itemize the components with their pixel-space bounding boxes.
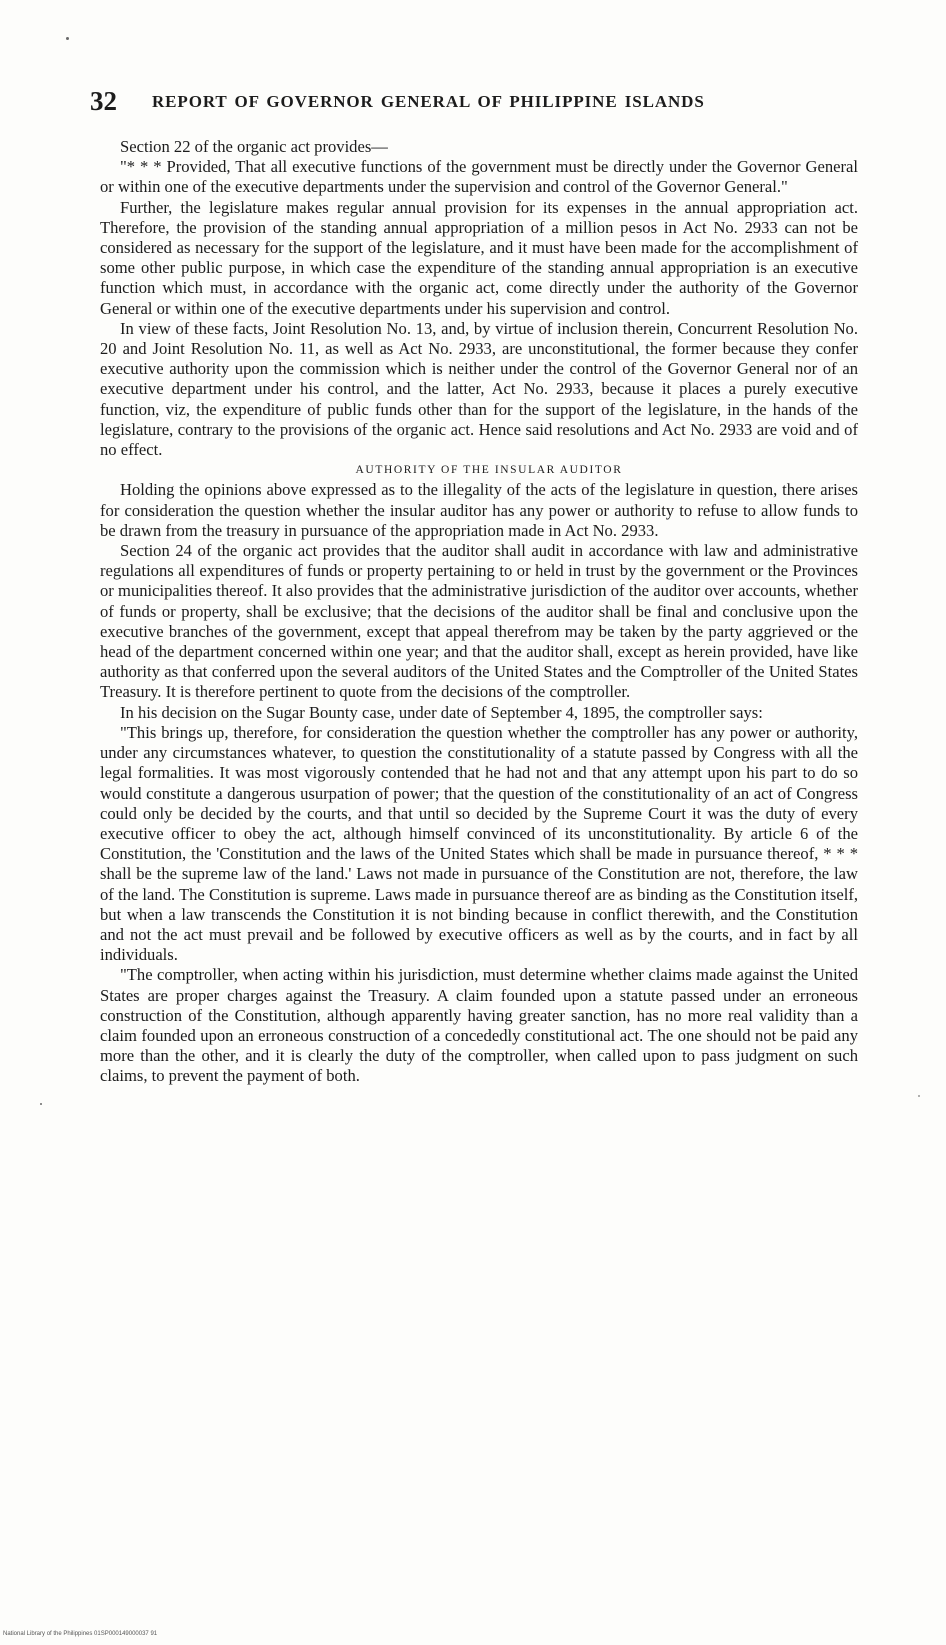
paragraph: Section 22 of the organic act provides— [120, 137, 388, 156]
running-head: REPORT OF GOVERNOR GENERAL OF PHILIPPINE ISLANDS [152, 92, 705, 111]
paragraph: In view of these facts, Joint Resolution No. 13, and, by virtue of inclusion therein, Concurrent Resolution No. 20 and Joint Resolution No. 11, as well as Act No. 2933, are unconstitutional, the former because they confer executive authority upon the commission which is neither under the control of the Governor General nor of an executive department under his control, and the latter, Act No. 2933, because it places a purely executive function, viz, the expenditure of public funds other than for the support of the legislature, in the hands of the legislature, contrary to the provisions of the organic act. Hence said resolutions and Act No. 2933 are void and of no effect. [100, 318, 858, 460]
paragraph: Holding the opinions above expressed as to the illegality of the acts of the legislature in question, there arises for consideration the question whether the insular auditor has any power or authority to refuse to allow funds to be drawn from the treasury in pursuance of the appropriation made in Act No. 2933. [100, 480, 858, 540]
quote-paragraph: "The comptroller, when acting within his jurisdiction, must determine whether claims made against the United States are proper charges against the Treasury. A claim founded upon a statute passed under an erroneous construction of the Constitution, although apparently having greater sanction, has no more real validity than a claim founded upon an erroneous construction of a concededly constitutional act. The one should not be paid any more than the other, and it is clearly the duty of the comptroller, when called upon to pass judgment on such claims, to prevent the payment of both. [100, 965, 858, 1086]
scan-credit: National Library of the Philippines 01SP000149000037 91 [3, 1631, 158, 1637]
paragraph: In his decision on the Sugar Bounty case, under date of September 4, 1895, the comptroller says: [120, 702, 763, 722]
scan-speck [40, 1103, 42, 1105]
paragraph: Further, the legislature makes regular annual provision for its expenses in the annual appropriation act. Therefore, the provision of the standing annual appropriation of a million pesos in Act No. 2933 can not be considered as necessary for the support of the legislature, and it must have been made for the accomplishment of some other public purpose, in which case the expenditure of the standing annual appropriation is an executive function which must, in accordance with the organic act, come directly under the authority of the Governor General or within one of the executive departments under his supervision and control. [100, 197, 858, 318]
page-header [90, 86, 860, 116]
scan-speck [66, 37, 69, 40]
paragraph: Section 24 of the organic act provides that the auditor shall audit in accordance with law and administrative regulations all expenditures of funds or property pertaining to or held in trust by the government or the Provinces or municipalities thereof. It also provides that the administrative jurisdiction of the auditor over accounts, whether of funds or property, shall be exclusive; that the decisions of the auditor shall be final and conclusive upon the executive branches of the government, except that appeal therefrom may be taken by the party aggrieved or the head of the department concerned within one year; and that the auditor shall, except as herein provided, have like authority as that conferred upon the several auditors of the United States and the Comptroller of the United States Treasury. It is therefore pertinent to quote from the decisions of the comptroller. [100, 541, 858, 702]
section-heading: AUTHORITY OF THE INSULAR AUDITOR [355, 464, 623, 477]
quote-paragraph: "* * * Provided, That all executive functions of the government must be directly under the Governor General or within one of the executive departments under the supervision and control of the Governor General." [100, 157, 858, 197]
body-text [100, 137, 858, 1087]
quote-paragraph: "This brings up, therefore, for consideration the question whether the comptroller has any power or authority, under any circumstances whatever, to question the constitutionality of a statute passed by Congress with all the legal formalities. It was most vigorously contended that he had not and that any attempt upon his part to do so would constitute a dangerous usurpation of power; that the question of the constitutionality of an act of Congress could only be decided by the courts, and that until so decided by the Supreme Court it was the duty of every executive officer to obey the act, although himself convinced of its unconstitutionality. By article 6 of the Constitution, the 'Constitution and the laws of the United States which shall be made in pursuance thereof, * * * shall be the supreme law of the land.' Laws not made in pursuance of the Constitution are not, therefore, the law of the land. The Constitution is supreme. Laws made in pursuance thereof are as binding as the Constitution itself, but when a law transcends the Constitution it is not binding because in conflict therewith, and the Constitution and not the act must prevail and be followed by executive officers as well as by the courts, and in fact by all individuals. [100, 722, 858, 965]
scan-speck [918, 1095, 920, 1097]
page-number: 32 [90, 86, 117, 116]
